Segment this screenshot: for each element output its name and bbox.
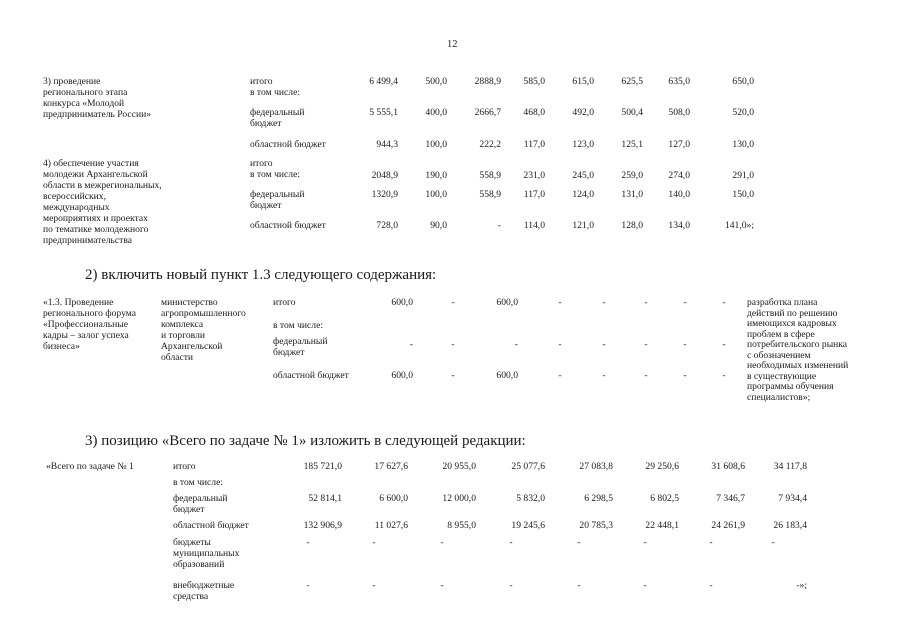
measure-name: по тематике молодежного — [43, 224, 149, 235]
funding-source-label: областной бюджет — [173, 520, 249, 531]
funding-source-label: бюджет — [173, 504, 205, 515]
measure-name: предприниматель России» — [43, 109, 152, 120]
expected-result: с обозначением — [747, 349, 811, 361]
measure-name: «Профессиональные — [43, 319, 128, 330]
amount-cell: 123,0 — [572, 139, 594, 150]
executor-name: Архангельской — [161, 341, 223, 352]
amount-cell: 100,0 — [425, 189, 447, 200]
amount-cell: - — [451, 297, 455, 308]
amount-cell: 29 250,6 — [645, 461, 679, 472]
expected-result: необходимых изменений — [747, 360, 849, 371]
amount-cell: 34 117,8 — [773, 461, 807, 472]
amount-cell: - — [514, 339, 518, 350]
amount-cell: - — [602, 297, 606, 308]
expected-result: потребительского рынка — [747, 339, 848, 350]
amount-cell: 190,0 — [425, 170, 447, 181]
measure-name: кадры – залог успеха — [43, 330, 129, 341]
amount-cell: - — [577, 537, 581, 548]
amount-cell: 132 906,9 — [303, 520, 342, 531]
amount-cell: - — [306, 580, 310, 591]
amount-cell: 20 785,3 — [579, 520, 613, 531]
amount-cell: - — [372, 537, 376, 548]
executor-name: области — [161, 352, 194, 363]
amount-cell: 600,0 — [496, 297, 518, 308]
amount-cell: 141,0»; — [724, 220, 754, 231]
amount-cell: 600,0 — [391, 370, 413, 381]
amount-cell: - — [602, 339, 606, 350]
page-number: 12 — [447, 39, 458, 50]
amount-cell: 468,0 — [523, 107, 545, 118]
funding-source-label: бюджеты — [173, 537, 211, 548]
amount-cell: - — [644, 297, 648, 308]
amount-cell: -»; — [796, 580, 807, 591]
amount-cell: 615,0 — [572, 76, 594, 87]
amount-cell: 2666,7 — [474, 107, 501, 118]
amount-cell: 6 600,0 — [379, 493, 408, 504]
amount-cell: 8 955,0 — [447, 520, 476, 531]
measure-name: предпринимательства — [43, 235, 133, 246]
funding-source-label: внебюджетные — [173, 580, 235, 591]
amount-cell: 1320,9 — [371, 189, 398, 200]
measure-name: «1.3. Проведение — [43, 297, 114, 308]
amount-cell: 134,0 — [668, 220, 690, 231]
funding-source-label: в том числе: — [273, 320, 324, 331]
amount-cell: 728,0 — [376, 220, 398, 231]
amount-cell: - — [683, 339, 687, 350]
measure-name: всероссийских, — [43, 191, 106, 202]
amount-cell: 27 083,8 — [579, 461, 613, 472]
amount-cell: - — [451, 339, 455, 350]
amount-cell: - — [722, 339, 726, 350]
amount-cell: 125,1 — [621, 139, 643, 150]
amount-cell: - — [709, 537, 713, 548]
expected-result: имеющихся кадровых — [747, 318, 837, 329]
amount-cell: 31 608,6 — [711, 461, 745, 472]
instruction-heading: 2) включить новый пункт 1.3 следующего содержания: — [85, 267, 437, 283]
funding-source-label: областной бюджет — [273, 370, 349, 381]
amount-cell: - — [440, 580, 444, 591]
amount-cell: 558,9 — [479, 170, 501, 181]
amount-cell: 90,0 — [430, 220, 447, 231]
amount-cell: 600,0 — [391, 297, 413, 308]
funding-source-label: федеральный — [250, 189, 305, 200]
amount-cell: 5 555,1 — [369, 107, 398, 118]
amount-cell: - — [771, 537, 775, 548]
amount-cell: 625,5 — [621, 76, 643, 87]
executor-name: комплекса — [161, 319, 204, 330]
amount-cell: 245,0 — [572, 170, 594, 181]
amount-cell: - — [451, 370, 455, 381]
executor-name: и торговли — [161, 330, 206, 341]
funding-source-label: в том числе: — [250, 87, 301, 98]
funding-source-label: итого — [173, 461, 196, 472]
amount-cell: 274,0 — [668, 170, 690, 181]
amount-cell: 121,0 — [572, 220, 594, 231]
amount-cell: - — [683, 370, 687, 381]
funding-source-label: областной бюджет — [250, 220, 326, 231]
expected-result: проблем в сфере — [747, 328, 815, 340]
expected-result: в существующие — [747, 370, 817, 382]
measure-name: конкурса «Молодой — [43, 98, 125, 109]
funding-source-label: итого — [273, 297, 296, 308]
amount-cell: 2048,9 — [371, 170, 398, 181]
amount-cell: 558,9 — [479, 189, 501, 200]
measure-name: молодежи Архангельской — [43, 169, 148, 180]
amount-cell: 100,0 — [425, 139, 447, 150]
amount-cell: 600,0 — [496, 370, 518, 381]
funding-source-label: средства — [173, 591, 209, 602]
amount-cell: 2888,9 — [474, 76, 501, 87]
amount-cell: 19 245,6 — [511, 520, 545, 531]
amount-cell: - — [306, 537, 310, 548]
executor-name: агропромышленного — [161, 308, 246, 319]
funding-source-label: бюджет — [273, 347, 305, 358]
amount-cell: 11 027,6 — [374, 520, 408, 531]
funding-source-label: итого — [250, 158, 273, 169]
amount-cell: 6 499,4 — [369, 76, 398, 87]
amount-cell: 22 448,1 — [645, 520, 679, 531]
amount-cell: - — [509, 537, 513, 548]
amount-cell: 5 832,0 — [516, 493, 545, 504]
amount-cell: 52 814,1 — [308, 493, 342, 504]
expected-result: действий по решению — [747, 307, 838, 319]
amount-cell: - — [558, 297, 562, 308]
amount-cell: - — [644, 339, 648, 350]
amount-cell: 24 261,9 — [711, 520, 745, 531]
amount-cell: 124,0 — [572, 189, 594, 200]
amount-cell: 222,2 — [479, 139, 501, 150]
amount-cell: 117,0 — [523, 189, 545, 200]
amount-cell: - — [643, 537, 647, 548]
amount-cell: - — [558, 339, 562, 350]
amount-cell: 117,0 — [523, 139, 545, 150]
amount-cell: 150,0 — [732, 189, 754, 200]
amount-cell: 635,0 — [668, 76, 690, 87]
amount-cell: 259,0 — [621, 170, 643, 181]
funding-source-label: бюджет — [250, 200, 282, 211]
amount-cell: 492,0 — [572, 107, 594, 118]
amount-cell: 400,0 — [425, 107, 447, 118]
amount-cell: 131,0 — [621, 189, 643, 200]
funding-source-label: в том числе: — [250, 169, 301, 180]
amount-cell: 944,3 — [376, 139, 398, 150]
amount-cell: 508,0 — [668, 107, 690, 118]
amount-cell: - — [709, 580, 713, 591]
funding-source-label: областной бюджет — [250, 139, 326, 150]
amount-cell: 585,0 — [523, 76, 545, 87]
executor-name: министерство — [161, 297, 218, 308]
amount-cell: 500,0 — [425, 76, 447, 87]
amount-cell: - — [722, 297, 726, 308]
measure-name: 4) обеспечение участия — [43, 158, 139, 169]
funding-source-label: итого — [250, 76, 273, 87]
measure-name: бизнеса» — [43, 341, 80, 352]
amount-cell: - — [372, 580, 376, 591]
amount-cell: - — [409, 339, 413, 350]
amount-cell: 520,0 — [732, 107, 754, 118]
funding-source-label: федеральный — [173, 493, 228, 504]
amount-cell: - — [440, 537, 444, 548]
amount-cell: 7 934,4 — [778, 493, 807, 504]
amount-cell: 25 077,6 — [511, 461, 545, 472]
amount-cell: 128,0 — [621, 220, 643, 231]
funding-source-label: муниципальных — [173, 548, 240, 559]
amount-cell: - — [602, 370, 606, 381]
expected-result: разработка плана — [747, 297, 818, 308]
amount-cell: 500,4 — [621, 107, 643, 118]
amount-cell: 17 627,6 — [374, 461, 408, 472]
amount-cell: 231,0 — [523, 170, 545, 181]
amount-cell: - — [643, 580, 647, 591]
amount-cell: 650,0 — [732, 76, 754, 87]
amount-cell: 185 721,0 — [303, 461, 342, 472]
amount-cell: - — [722, 370, 726, 381]
amount-cell: - — [497, 220, 501, 231]
instruction-heading: 3) позицию «Всего по задаче № 1» изложить в следующей редакции: — [85, 433, 526, 449]
measure-name: мероприятиях и проектах — [43, 213, 148, 224]
funding-source-label: образований — [173, 559, 225, 570]
amount-cell: 20 955,0 — [442, 461, 476, 472]
amount-cell: - — [558, 370, 562, 381]
total-row-title: «Всего по задаче № 1 — [46, 461, 134, 472]
funding-source-label: в том числе: — [173, 477, 224, 488]
amount-cell: 26 183,4 — [773, 520, 807, 531]
amount-cell: 291,0 — [732, 170, 754, 181]
amount-cell: 7 346,7 — [716, 493, 745, 504]
measure-name: международных — [43, 202, 110, 213]
funding-source-label: бюджет — [250, 118, 282, 129]
funding-source-label: федеральный — [250, 107, 305, 118]
amount-cell: - — [577, 580, 581, 591]
funding-source-label: федеральный — [273, 336, 328, 347]
amount-cell: 6 298,5 — [584, 493, 613, 504]
amount-cell: 127,0 — [668, 139, 690, 150]
expected-result: специалистов»; — [747, 391, 811, 403]
amount-cell: 140,0 — [668, 189, 690, 200]
amount-cell: 6 802,5 — [650, 493, 679, 504]
amount-cell: - — [509, 580, 513, 591]
amount-cell: - — [644, 370, 648, 381]
amount-cell: 12 000,0 — [442, 493, 476, 504]
expected-result: программы обучения — [747, 381, 834, 392]
measure-name: области в межрегиональных, — [43, 180, 162, 191]
amount-cell: - — [683, 297, 687, 308]
measure-name: регионального форума — [43, 308, 137, 319]
amount-cell: 130,0 — [732, 139, 754, 150]
measure-name: 3) проведение — [43, 76, 101, 87]
measure-name: регионального этапа — [43, 87, 128, 98]
amount-cell: 114,0 — [523, 220, 545, 231]
